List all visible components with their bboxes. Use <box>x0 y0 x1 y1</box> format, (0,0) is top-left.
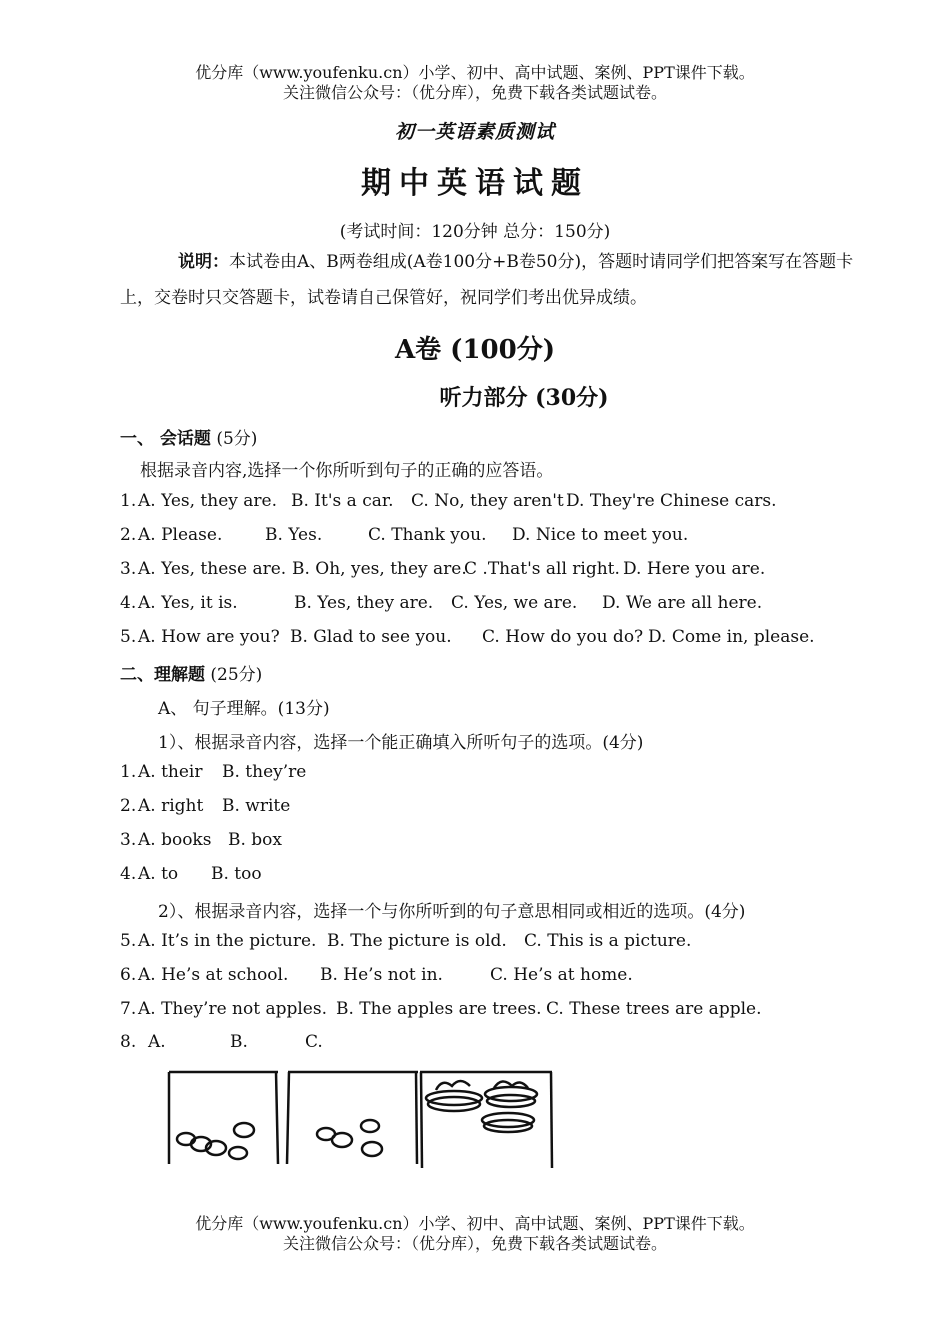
option-a: A. They’re not apples. <box>138 999 327 1019</box>
footer-line-1: 优分库（www.youfenku.cn）小学、初中、高中试题、案例、PPT课件下载。 <box>195 1214 755 1233</box>
question-number: 7. <box>120 999 137 1019</box>
question-number: 3. <box>120 830 137 850</box>
part2-title: 二、理解题 <box>120 665 205 685</box>
part2-score: (25分) <box>205 665 263 685</box>
option-a: A. to <box>138 864 179 884</box>
option-b: B. they’re <box>222 762 307 782</box>
option-c: C. No, they aren't <box>411 491 564 511</box>
exam-info: (考试时间：120分钟 总分：150分) <box>339 222 611 242</box>
question-8-pictures <box>166 1068 556 1172</box>
header-line-2: 关注微信公众号：（优分库），免费下载各类试题试卷。 <box>282 83 667 102</box>
option-d: D. Nice to meet you. <box>512 525 689 545</box>
option-d: D. We are all here. <box>602 593 763 613</box>
option-b: B. Glad to see you. <box>290 627 452 647</box>
part2-sub-2: 2）、根据录音内容，选择一个与你所听到的句子意思相同或相近的选项。(4分) <box>158 902 746 922</box>
question-number: 4. <box>120 864 137 884</box>
question-number: 6. <box>120 965 137 985</box>
picture-c-trees <box>420 1072 552 1168</box>
section-a-title: A卷 (100分) <box>394 335 556 365</box>
question-number: 1. <box>120 491 137 511</box>
exam-subtitle: 初一英语素质测试 <box>394 121 555 143</box>
option-a: A. their <box>138 762 203 782</box>
part1-heading <box>120 424 257 449</box>
option-a: A. books <box>138 830 212 850</box>
option-c: C. He’s at home. <box>490 965 633 985</box>
part2-heading <box>120 660 262 685</box>
intro-paragraph <box>120 244 855 316</box>
option-b: B. Yes, they are. <box>294 593 434 613</box>
question-number: 3. <box>120 559 137 579</box>
option-a: A. He’s at school. <box>138 965 289 985</box>
option-a: A. Yes, these are. <box>138 559 287 579</box>
question-number: 2. <box>120 525 137 545</box>
question-number: 8. <box>120 1032 137 1052</box>
exam-title: 期中英语试题 <box>361 166 589 201</box>
option-a: A. <box>148 1032 166 1052</box>
header-line-1: 优分库（www.youfenku.cn）小学、初中、高中试题、案例、PPT课件下载。 <box>195 63 755 82</box>
question-number: 1. <box>120 762 137 782</box>
intro-text: 本试卷由A、B两卷组成(A卷100分+B卷50分)，答题时请同学们把答案写在答题卡上，交卷时只交答题卡，试卷请自己保管好，祝同学们考出优异成绩。 <box>120 252 854 308</box>
option-c: C. These trees are apple. <box>546 999 762 1019</box>
option-c: C. Thank you. <box>368 525 487 545</box>
footer-line-2: 关注微信公众号：（优分库），免费下载各类试题试卷。 <box>282 1234 667 1253</box>
option-c: C. How do you do? <box>482 627 644 647</box>
option-d: D. Come in, please. <box>648 627 815 647</box>
option-a: A. right <box>138 796 204 816</box>
part2-sub-1: 1）、根据录音内容，选择一个能正确填入所听句子的选项。(4分) <box>158 733 644 753</box>
option-c: C .That's all right. <box>464 559 620 579</box>
picture-a-apples <box>169 1072 278 1164</box>
question-number: 5. <box>120 627 137 647</box>
question-number: 5. <box>120 931 137 951</box>
option-c: C. Yes, we are. <box>451 593 578 613</box>
option-c: C. <box>305 1032 323 1052</box>
part1-title: 一、 会话题 <box>120 429 211 449</box>
option-a: A. Yes, they are. <box>138 491 277 511</box>
question-number: 2. <box>120 796 137 816</box>
option-b: B. Yes. <box>265 525 323 545</box>
part1-score: (5分) <box>210 429 258 449</box>
option-d: D. Here you are. <box>623 559 766 579</box>
part1-instruction: 根据录音内容,选择一个你所听到句子的正确的应答语。 <box>140 461 554 481</box>
option-b: B. <box>230 1032 248 1052</box>
option-d: D. They're Chinese cars. <box>566 491 777 511</box>
option-b: B. too <box>211 864 262 884</box>
option-c: C. This is a picture. <box>524 931 692 951</box>
option-a: A. Please. <box>138 525 223 545</box>
option-a: A. It’s in the picture. <box>138 931 317 951</box>
intro-label: 说明： <box>178 252 229 272</box>
option-b: B. Oh, yes, they are. <box>292 559 467 579</box>
listening-title: 听力部分 (30分) <box>439 385 609 411</box>
option-a: A. Yes, it is. <box>138 593 238 613</box>
question-number: 4. <box>120 593 137 613</box>
option-b: B. It's a car. <box>291 491 394 511</box>
option-b: B. He’s not in. <box>320 965 443 985</box>
part2-sub-a: A、 句子理解。(13分) <box>158 699 330 719</box>
picture-b-apples <box>287 1072 418 1164</box>
option-b: B. box <box>228 830 283 850</box>
option-b: B. write <box>222 796 291 816</box>
option-b: B. The apples are trees. <box>336 999 542 1019</box>
option-b: B. The picture is old. <box>327 931 507 951</box>
option-a: A. How are you? <box>138 627 280 647</box>
